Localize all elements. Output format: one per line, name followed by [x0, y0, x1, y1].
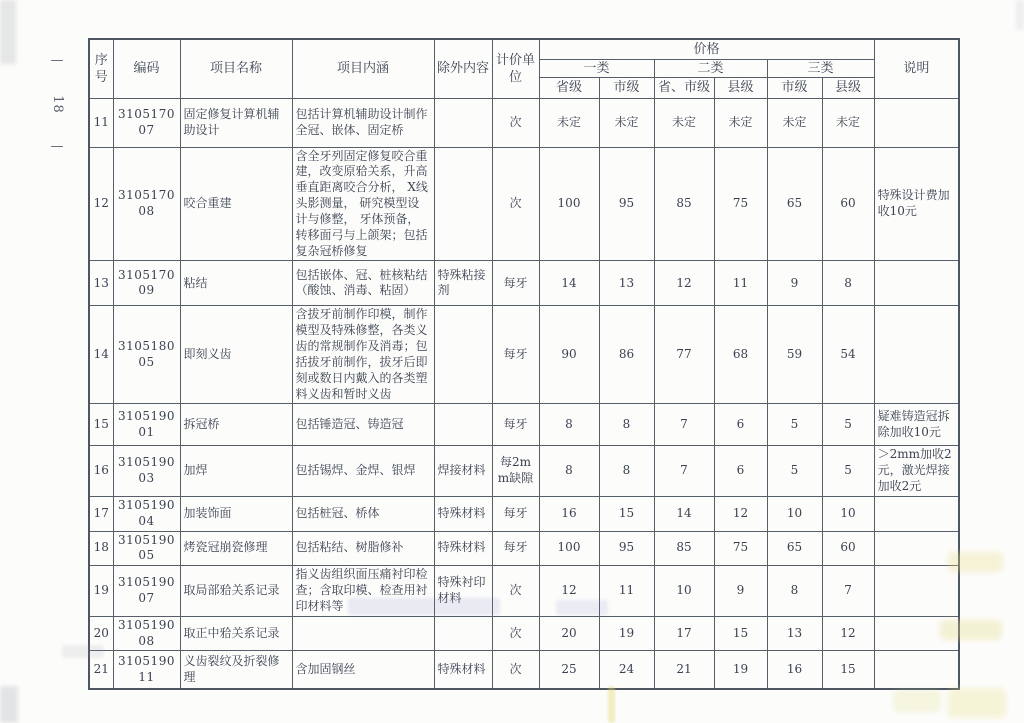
header-exclusions: 除外内容	[434, 39, 492, 98]
cell-price: 未定	[654, 98, 714, 147]
cell-price: 17	[654, 616, 714, 651]
cell-price: 75	[714, 147, 767, 261]
table-row	[89, 651, 959, 689]
cell-unit: 每牙	[492, 306, 539, 404]
table-row	[89, 446, 959, 496]
cell-notes	[874, 261, 959, 306]
cell-name: 固定修复计算机辅助设计	[180, 98, 292, 147]
price-table	[88, 38, 960, 690]
cell-price: 6	[714, 446, 767, 496]
cell-seq: 11	[89, 98, 113, 147]
cell-price: 21	[654, 651, 714, 689]
cell-exclusions: 特殊粘接剂	[434, 261, 492, 306]
cell-exclusions: 特殊衬印材料	[434, 566, 492, 616]
cell-code: 310519011	[113, 651, 180, 689]
cell-content: 包括锤造冠、铸造冠	[292, 404, 434, 446]
table-row	[89, 98, 959, 147]
cell-notes: 疑难铸造冠拆除加收10元	[874, 404, 959, 446]
cell-price: 未定	[599, 98, 654, 147]
cell-seq: 19	[89, 566, 113, 616]
cell-price: 16	[767, 651, 822, 689]
cell-name: 取局部𬌗关系记录	[180, 566, 292, 616]
cell-price: 12	[539, 566, 599, 616]
cell-code: 310519008	[113, 616, 180, 651]
highlighter-bleed-artifact	[893, 690, 941, 712]
cell-code: 310519001	[113, 404, 180, 446]
cell-price: 77	[654, 306, 714, 404]
cell-price: 16	[539, 496, 599, 531]
table-header	[89, 39, 959, 98]
cell-price: 12	[714, 496, 767, 531]
cell-unit: 次	[492, 651, 539, 689]
cell-content: 含加固钢丝	[292, 651, 434, 689]
cell-notes	[874, 98, 959, 147]
table-row	[89, 496, 959, 531]
cell-seq: 13	[89, 261, 113, 306]
cell-code: 310517007	[113, 98, 180, 147]
cell-price: 未定	[714, 98, 767, 147]
cell-price: 10	[654, 566, 714, 616]
table-row	[89, 261, 959, 306]
cell-seq: 20	[89, 616, 113, 651]
cell-price: 15	[599, 496, 654, 531]
cell-price: 12	[822, 616, 874, 651]
header-class2: 二类	[654, 59, 767, 77]
cell-seq: 18	[89, 531, 113, 566]
cell-price: 13	[599, 261, 654, 306]
cell-content: 包括计算机辅助设计制作全冠、嵌体、固定桥	[292, 98, 434, 147]
cell-content: 含拔牙前制作印模，制作模型及特殊修整，各类义齿的常规制作及消毒；包括拔牙前制作，拔牙后即刻或数日内戴入的各类塑料义齿和暂时义齿	[292, 306, 434, 404]
cell-price: 25	[539, 651, 599, 689]
cell-exclusions	[434, 147, 492, 261]
cell-price: 12	[654, 261, 714, 306]
cell-price: 15	[822, 651, 874, 689]
cell-exclusions	[434, 98, 492, 147]
cell-code: 310517009	[113, 261, 180, 306]
page-number-dash: —	[50, 53, 64, 68]
header-unit: 计价单位	[492, 39, 539, 98]
cell-unit: 每牙	[492, 261, 539, 306]
cell-price: 90	[539, 306, 599, 404]
scan-shadow-top-right	[1016, 0, 1024, 30]
cell-name: 取正中𬌗关系记录	[180, 616, 292, 651]
cell-content	[292, 616, 434, 651]
cell-price: 85	[654, 147, 714, 261]
cell-price: 95	[599, 531, 654, 566]
cell-notes: ＞2mm加收2元，激光焊接加收2元	[874, 446, 959, 496]
cell-unit: 每牙	[492, 531, 539, 566]
header-row-1	[89, 39, 959, 59]
table-row	[89, 531, 959, 566]
cell-price: 59	[767, 306, 822, 404]
page-number-value: 18	[49, 94, 65, 114]
cell-price: 9	[714, 566, 767, 616]
cell-code: 310519004	[113, 496, 180, 531]
header-level: 省、市级	[654, 77, 714, 98]
cell-price: 100	[539, 531, 599, 566]
table-row	[89, 566, 959, 616]
cell-code: 310517008	[113, 147, 180, 261]
cell-exclusions: 特殊材料	[434, 496, 492, 531]
cell-price: 5	[767, 404, 822, 446]
cell-name: 烤瓷冠崩瓷修理	[180, 531, 292, 566]
cell-notes	[874, 651, 959, 689]
cell-exclusions	[434, 404, 492, 446]
cell-content: 包括嵌体、冠、桩核粘结（酸蚀、消毒、粘固）	[292, 261, 434, 306]
cell-unit: 次	[492, 147, 539, 261]
cell-seq: 14	[89, 306, 113, 404]
cell-price: 9	[767, 261, 822, 306]
cell-price: 95	[599, 147, 654, 261]
cell-price: 5	[822, 446, 874, 496]
cell-unit: 每牙	[492, 496, 539, 531]
cell-price: 8	[539, 404, 599, 446]
scan-shadow-bottom-left	[0, 686, 18, 723]
cell-code: 310518005	[113, 306, 180, 404]
cell-name: 拆冠桥	[180, 404, 292, 446]
cell-seq: 17	[89, 496, 113, 531]
cell-price: 8	[822, 261, 874, 306]
header-class3: 三类	[767, 59, 874, 77]
cell-price: 7	[822, 566, 874, 616]
cell-notes	[874, 496, 959, 531]
header-content: 项目内涵	[292, 39, 434, 98]
scan-shadow-top-left	[0, 0, 16, 64]
cell-content: 包括粘结、树脂修补	[292, 531, 434, 566]
cell-price: 未定	[822, 98, 874, 147]
cell-code: 310519005	[113, 531, 180, 566]
header-class1: 一类	[539, 59, 654, 77]
cell-seq: 15	[89, 404, 113, 446]
header-level: 市级	[767, 77, 822, 98]
cell-unit: 每2mm缺隙	[492, 446, 539, 496]
cell-name: 加装饰面	[180, 496, 292, 531]
highlighter-bleed-artifact	[608, 686, 615, 723]
cell-price: 14	[539, 261, 599, 306]
header-level: 市级	[599, 77, 654, 98]
header-code: 编码	[113, 39, 180, 98]
cell-content: 包括锡焊、金焊、银焊	[292, 446, 434, 496]
cell-price: 10	[822, 496, 874, 531]
header-level: 省级	[539, 77, 599, 98]
cell-price: 10	[767, 496, 822, 531]
cell-exclusions: 特殊材料	[434, 531, 492, 566]
cell-price: 86	[599, 306, 654, 404]
cell-seq: 12	[89, 147, 113, 261]
cell-price: 15	[714, 616, 767, 651]
cell-content: 指义齿组织面压痛衬印检查；含取印模、检查用衬印材料等	[292, 566, 434, 616]
cell-name: 义齿裂纹及折裂修理	[180, 651, 292, 689]
cell-unit: 次	[492, 616, 539, 651]
header-name: 项目名称	[180, 39, 292, 98]
cell-seq: 21	[89, 651, 113, 689]
cell-seq: 16	[89, 446, 113, 496]
cell-price: 60	[822, 147, 874, 261]
cell-price: 6	[714, 404, 767, 446]
cell-name: 咬合重建	[180, 147, 292, 261]
cell-price: 7	[654, 404, 714, 446]
cell-unit: 次	[492, 566, 539, 616]
cell-unit: 次	[492, 98, 539, 147]
cell-name: 粘结	[180, 261, 292, 306]
cell-content: 含全牙列固定修复咬合重建，改变原𬌗关系，升高垂直距离咬合分析， X线头影测量， 研究模型设计与修整， 牙体预备， 转移面弓与上颌架；包括复杂冠桥修复	[292, 147, 434, 261]
cell-notes: 特殊设计费加收10元	[874, 147, 959, 261]
cell-price: 8	[599, 446, 654, 496]
cell-price: 85	[654, 531, 714, 566]
cell-exclusions: 特殊材料	[434, 651, 492, 689]
highlighter-bleed-artifact	[948, 688, 1006, 718]
table-row	[89, 404, 959, 446]
header-notes: 说明	[874, 39, 959, 98]
cell-name: 即刻义齿	[180, 306, 292, 404]
cell-price: 14	[654, 496, 714, 531]
cell-price: 8	[599, 404, 654, 446]
cell-price: 65	[767, 531, 822, 566]
cell-name: 加焊	[180, 446, 292, 496]
cell-price: 5	[767, 446, 822, 496]
cell-notes	[874, 531, 959, 566]
cell-notes	[874, 566, 959, 616]
cell-notes	[874, 306, 959, 404]
cell-code: 310519007	[113, 566, 180, 616]
page-number-dash: —	[50, 139, 64, 154]
cell-notes	[874, 616, 959, 651]
header-seq: 序号	[89, 39, 113, 98]
cell-price: 100	[539, 147, 599, 261]
cell-price: 54	[822, 306, 874, 404]
cell-price: 65	[767, 147, 822, 261]
table-row	[89, 616, 959, 651]
cell-price: 未定	[539, 98, 599, 147]
cell-price: 8	[767, 566, 822, 616]
cell-exclusions	[434, 306, 492, 404]
cell-price: 7	[654, 446, 714, 496]
cell-price: 11	[599, 566, 654, 616]
cell-price: 11	[714, 261, 767, 306]
cell-price: 60	[822, 531, 874, 566]
cell-exclusions: 焊接材料	[434, 446, 492, 496]
cell-price: 19	[599, 616, 654, 651]
cell-price: 24	[599, 651, 654, 689]
cell-content: 包括桩冠、桥体	[292, 496, 434, 531]
cell-price: 未定	[767, 98, 822, 147]
cell-price: 19	[714, 651, 767, 689]
page-number	[46, 53, 68, 154]
table-row	[89, 306, 959, 404]
cell-code: 310519003	[113, 446, 180, 496]
cell-price: 5	[822, 404, 874, 446]
cell-price: 75	[714, 531, 767, 566]
cell-exclusions	[434, 616, 492, 651]
header-level: 县级	[822, 77, 874, 98]
header-price-group: 价格	[539, 39, 874, 59]
cell-price: 68	[714, 306, 767, 404]
header-level: 县级	[714, 77, 767, 98]
table-row	[89, 147, 959, 261]
cell-price: 13	[767, 616, 822, 651]
table-body	[89, 98, 959, 689]
cell-price: 20	[539, 616, 599, 651]
cell-unit: 每牙	[492, 404, 539, 446]
cell-price: 8	[539, 446, 599, 496]
